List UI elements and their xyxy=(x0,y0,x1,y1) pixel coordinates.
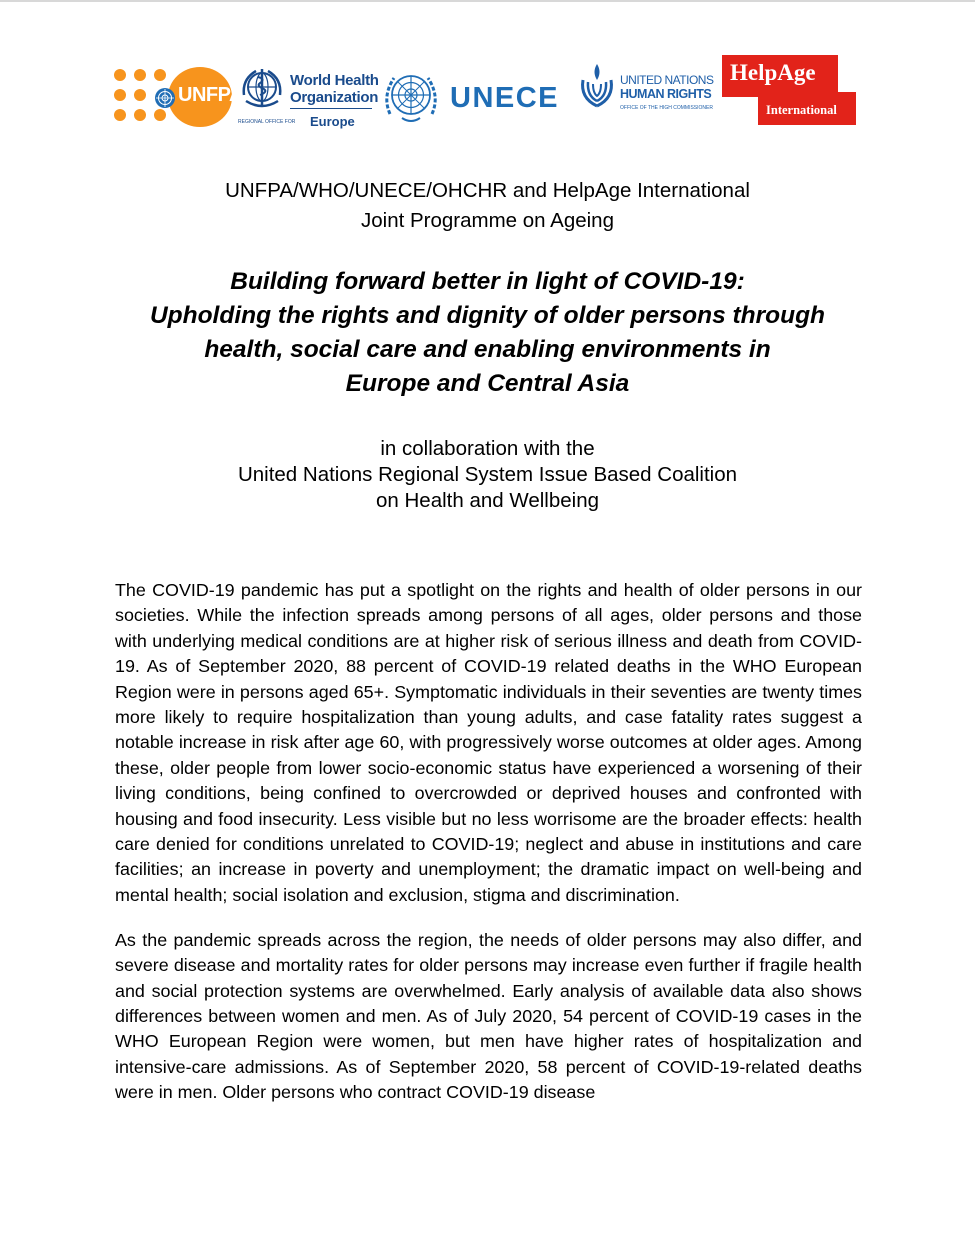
helpage-subtitle: International xyxy=(766,103,837,117)
un-wreath-icon xyxy=(380,68,442,126)
un-emblem-icon xyxy=(154,87,176,109)
collaboration-line1: in collaboration with the xyxy=(380,437,595,460)
ohchr-emblem-icon xyxy=(578,60,616,112)
who-office-label: REGIONAL OFFICE FOR xyxy=(238,119,296,125)
programme-line2: Joint Programme on Ageing xyxy=(361,209,614,232)
who-name-line1: World Health xyxy=(290,72,379,89)
ohchr-logo xyxy=(578,60,718,116)
ohchr-line2: HUMAN RIGHTS xyxy=(620,87,712,101)
who-europe-logo xyxy=(238,63,378,127)
programme-line1: UNFPA/WHO/UNECE/OHCHR and HelpAge International xyxy=(225,179,750,202)
title-line3: health, social care and enabling environments in xyxy=(204,336,771,363)
collaboration-line2: United Nations Regional System Issue Based Coalition xyxy=(237,463,738,486)
partner-logos xyxy=(110,55,860,130)
collaboration-line3: on Health and Wellbeing xyxy=(376,489,599,512)
unece-logo xyxy=(380,68,570,126)
who-divider xyxy=(290,108,372,109)
unfpa-wordmark: UNFPA xyxy=(178,84,243,106)
body-text xyxy=(115,578,862,1106)
paragraph: The COVID-19 pandemic has put a spotlight on the rights and health of older persons in our societies. While the infection spreads among persons of all ages, older persons and those with underlying medical conditions are at higher risk of serious illness and death from COVID-19. As of September 2020, 88 percent of COVID-19 related deaths in the WHO European Region were in persons aged 65+. Symptomatic individuals in their seventies are twenty times more likely to require hospitalization than young adults, and case fatality rates suggest a notable increase in risk after age 60, with progressively worse outcomes at older ages. Among these, older people from lower socio-economic status have experienced a worsening of their living conditions, being confined to overcrowded or deprived houses and confronted with housing and food insecurity. Less visible but no less worrisome are the broader effects: health care denied for conditions unrelated to COVID-19; neglect and abuse in institutions and care facilities; an increase in poverty and unemployment; the dramatic impact on well-being and mental health; social isolation and exclusion, stigma and discrimination. xyxy=(115,580,862,905)
helpage-wordmark: HelpAge xyxy=(730,60,816,85)
unece-wordmark: UNECE xyxy=(450,82,560,114)
helpage-logo xyxy=(722,55,857,125)
paragraph: As the pandemic spreads across the region, the needs of older persons may also differ, and severe disease and mortality rates for older persons may increase even further if fragile health and social protection systems are overwhelmed. Early analysis of available data also shows differences between women and men. As of July 2020, 54 percent of COVID-19 cases in the WHO European Region were women, but men have higher rates of hospitalization and intensive-care admissions. As of September 2020, 58 percent of COVID-19-related deaths were in men. Older persons who contract COVID-19 disease xyxy=(115,929,862,1103)
collaboration-note xyxy=(0,436,975,514)
page-top-border xyxy=(0,0,975,2)
title-line4: Europe and Central Asia xyxy=(345,370,630,397)
who-emblem-icon xyxy=(238,65,286,111)
programme-heading xyxy=(0,176,975,236)
ohchr-line1: UNITED NATIONS xyxy=(620,73,714,87)
title-line2: Upholding the rights and dignity of older persons through xyxy=(149,302,826,329)
who-region-label: Europe xyxy=(310,114,355,129)
document-title xyxy=(0,265,975,401)
unfpa-logo xyxy=(110,65,243,125)
who-name-line2: Organization xyxy=(290,89,379,106)
title-line1: Building forward better in light of COVID-19: xyxy=(230,268,745,295)
ohchr-line3: OFFICE OF THE HIGH COMMISSIONER xyxy=(620,105,713,111)
